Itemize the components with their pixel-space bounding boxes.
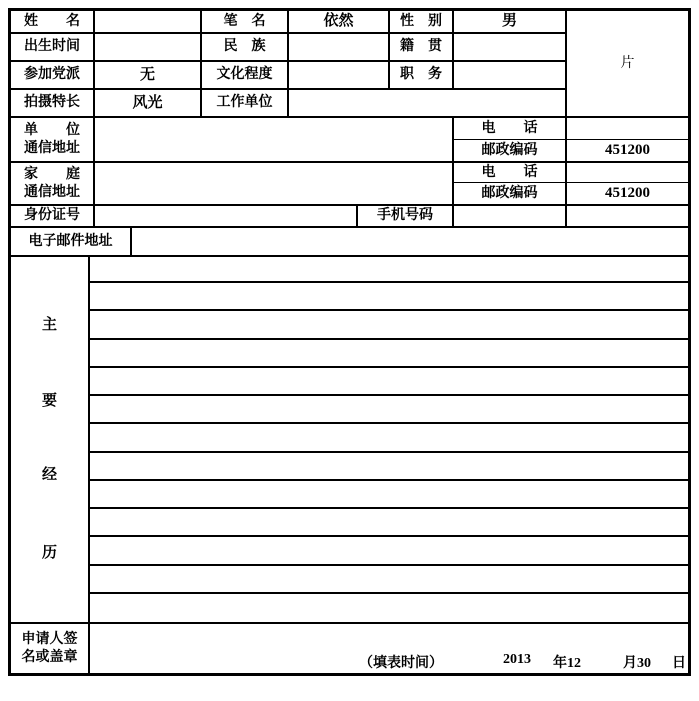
experience-line[interactable] xyxy=(90,311,688,340)
unit-address-value[interactable] xyxy=(95,118,452,161)
education-value[interactable] xyxy=(289,62,388,88)
experience-line[interactable] xyxy=(90,566,688,594)
home-address-label-line2: 通信地址 xyxy=(24,184,80,200)
ethnicity-label: 民 族 xyxy=(223,39,266,55)
pen-name-label: 笔 名 xyxy=(223,13,266,29)
fill-date-day[interactable]: 月30 xyxy=(623,656,651,671)
experience-line[interactable] xyxy=(90,340,688,368)
main-experience-label-char: 要 xyxy=(41,393,57,409)
signature-label-line2: 名或盖章 xyxy=(21,649,78,665)
native-place-label: 籍 贯 xyxy=(400,39,442,55)
main-experience-label-char: 经 xyxy=(41,467,57,483)
unit-phone-label: 电 话 xyxy=(481,120,538,136)
signature-label xyxy=(11,624,88,673)
unit-phone-value[interactable] xyxy=(567,118,688,139)
party-value[interactable]: 无 xyxy=(139,66,155,83)
pen-name-value[interactable]: 依然 xyxy=(323,13,354,30)
signature-label-line1: 申请人签 xyxy=(21,632,78,647)
gender-label: 性 别 xyxy=(400,13,442,29)
experience-line[interactable] xyxy=(90,283,688,311)
ethnicity-value[interactable] xyxy=(289,34,388,60)
experience-line[interactable] xyxy=(90,453,688,481)
home-postcode-label: 邮政编码 xyxy=(481,185,538,201)
specialty-value[interactable]: 风光 xyxy=(132,94,163,111)
photo-cell: 片 xyxy=(620,55,635,71)
email-label: 电子邮件地址 xyxy=(28,233,113,249)
home-phone-label: 电 话 xyxy=(481,164,538,180)
experience-line[interactable] xyxy=(90,424,688,453)
main-experience-label-char: 历 xyxy=(41,545,57,561)
party-label: 参加党派 xyxy=(24,67,80,83)
email-value[interactable] xyxy=(132,228,688,255)
unit-address-label-line2: 通信地址 xyxy=(24,140,80,156)
education-label: 文化程度 xyxy=(216,67,273,83)
id-number-label: 身份证号 xyxy=(24,208,80,224)
work-unit-label: 工作单位 xyxy=(216,95,273,111)
application-form-table xyxy=(8,8,691,676)
experience-line[interactable] xyxy=(90,481,688,509)
home-address-label-line1: 家 庭 xyxy=(24,167,80,182)
native-place-value[interactable] xyxy=(454,34,565,60)
mobile-label: 手机号码 xyxy=(377,208,433,224)
name-label: 姓 名 xyxy=(24,13,80,29)
fill-date-month[interactable]: 年12 xyxy=(553,656,581,671)
home-postcode-value[interactable]: 451200 xyxy=(605,185,650,202)
fill-date-year[interactable]: 2013 xyxy=(503,652,531,667)
unit-address-label xyxy=(11,118,93,161)
experience-line[interactable] xyxy=(90,537,688,566)
id-number-value[interactable] xyxy=(95,206,356,226)
name-value[interactable] xyxy=(95,11,200,32)
main-experience-label-char: 主 xyxy=(41,317,57,333)
unit-address-label-line1: 单 位 xyxy=(24,123,80,138)
experience-line[interactable] xyxy=(90,509,688,537)
unit-postcode-value[interactable]: 451200 xyxy=(605,142,650,159)
experience-line[interactable] xyxy=(90,255,688,283)
work-unit-value[interactable] xyxy=(289,90,565,116)
experience-line[interactable] xyxy=(90,368,688,396)
home-phone-value[interactable] xyxy=(567,163,688,182)
unit-postcode-label: 邮政编码 xyxy=(481,142,538,158)
experience-line[interactable] xyxy=(90,594,688,622)
home-address-label xyxy=(11,163,93,204)
mobile-value[interactable] xyxy=(454,206,688,226)
birth-date-label: 出生时间 xyxy=(24,39,80,55)
fill-date-day-suffix: 日 xyxy=(672,656,686,671)
fill-date-label: （填表时间） xyxy=(359,656,443,671)
position-value[interactable] xyxy=(454,62,565,88)
specialty-label: 拍摄特长 xyxy=(24,95,80,111)
experience-line[interactable] xyxy=(90,396,688,424)
home-address-value[interactable] xyxy=(95,163,452,204)
position-label: 职 务 xyxy=(400,67,442,83)
birth-date-value[interactable] xyxy=(95,34,200,60)
gender-value[interactable]: 男 xyxy=(501,13,517,30)
